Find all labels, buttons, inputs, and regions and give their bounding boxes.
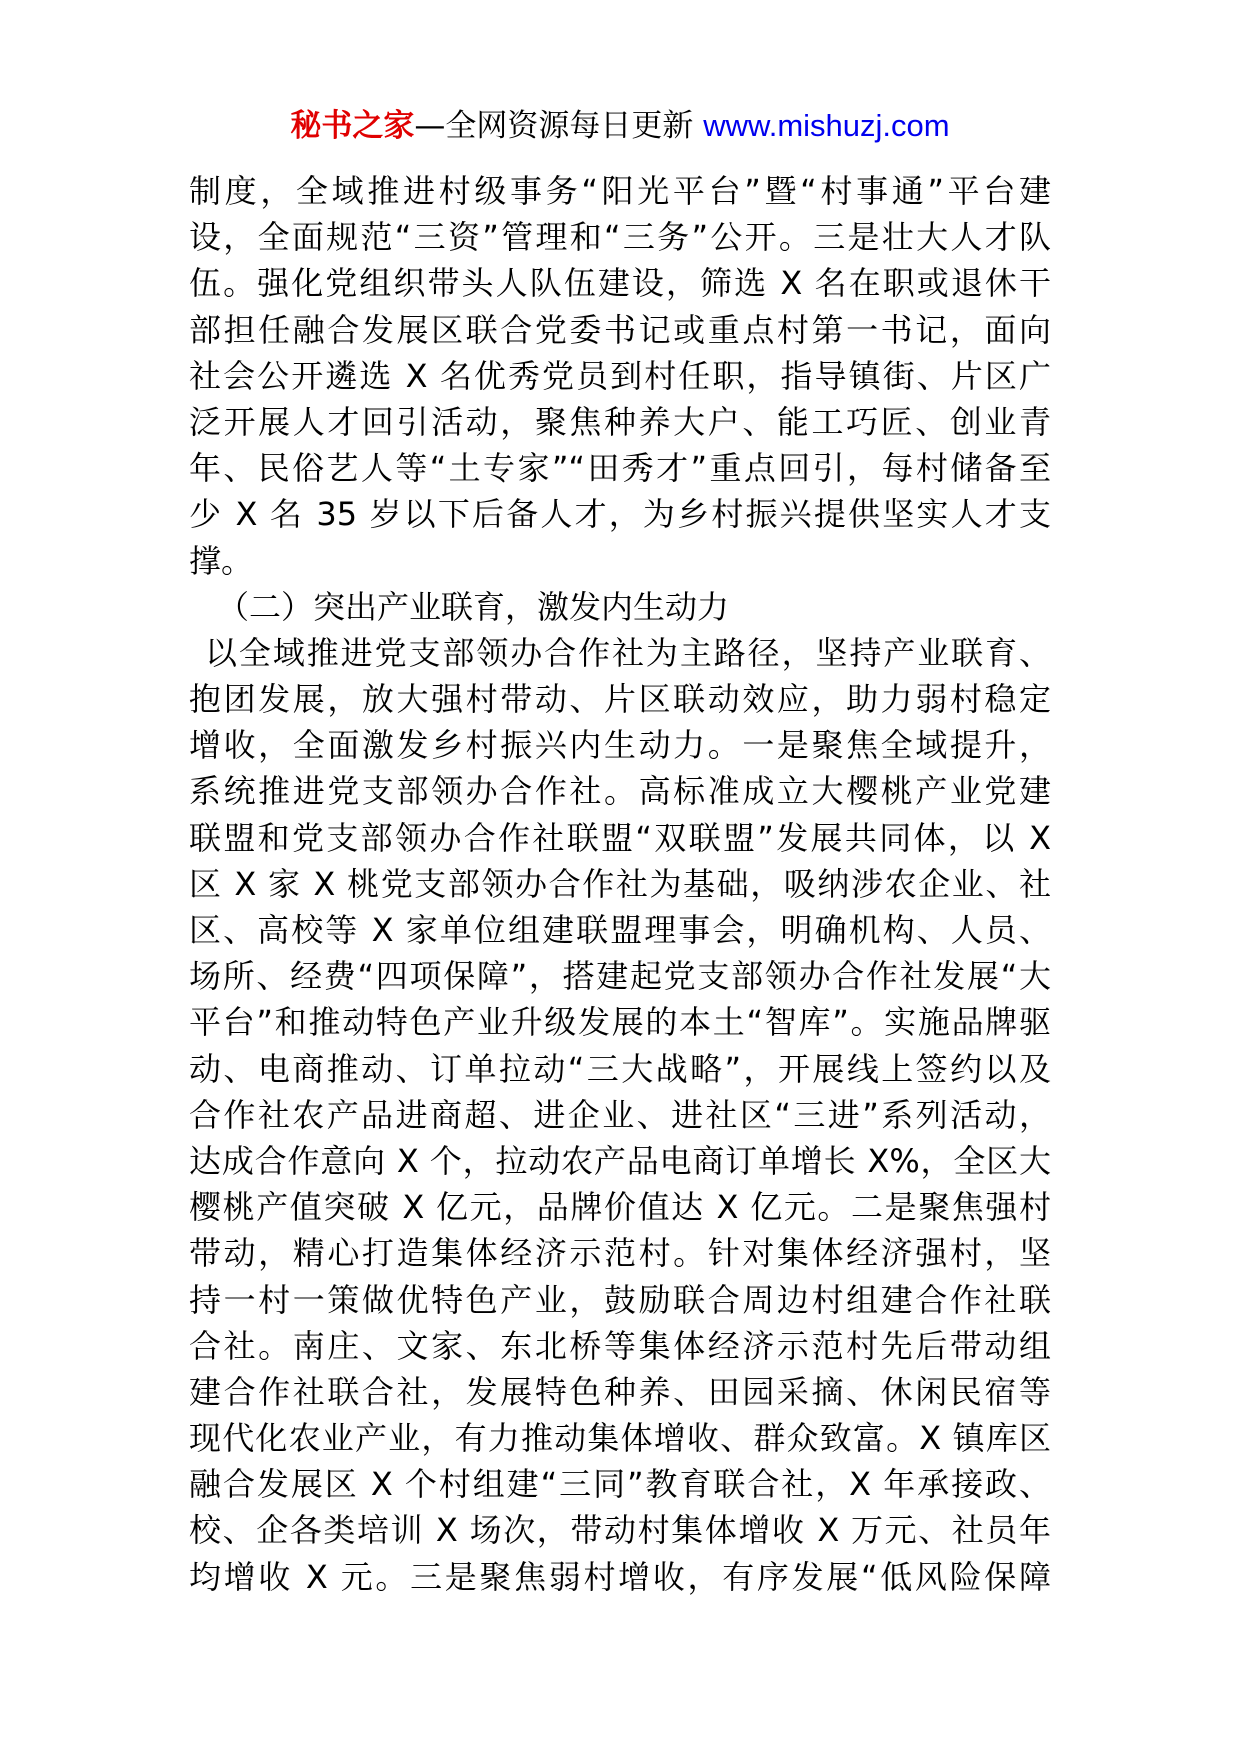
site-tagline: —全网资源每日更新 (414, 108, 694, 144)
body-line: 建合作社联合社，发展特色种养、田园采摘、休闲民宿等 (189, 1372, 1051, 1411)
body-line: 以全域推进党支部领办合作社为主路径，坚持产业联育、 (205, 633, 1051, 672)
body-line: 少 X 名 35 岁以下后备人才，为乡村振兴提供坚实人才支 (189, 495, 1051, 534)
body-line: 联盟和党支部领办合作社联盟“双联盟”发展共同体，以 X (189, 818, 1051, 857)
body-line: 合作社农产品进商超、进企业、进社区“三进”系列活动， (189, 1095, 1051, 1134)
document-body (189, 168, 1051, 1600)
body-line: 平台”和推动特色产业升级发展的本土“智库”。实施品牌驱 (189, 1003, 1051, 1042)
body-line: 社会公开遴选 X 名优秀党员到村任职，指导镇街、片区广 (189, 356, 1051, 395)
body-line: 樱桃产值突破 X 亿元，品牌价值达 X 亿元。二是聚焦强村 (189, 1188, 1051, 1227)
page-header (0, 104, 1240, 148)
body-line: 泛开展人才回引活动，聚焦种养大户、能工巧匠、创业青 (189, 402, 1051, 441)
body-line: 均增收 X 元。三是聚焦弱村增收，有序发展“低风险保障 (189, 1557, 1051, 1596)
body-line: 伍。强化党组织带头人队伍建设，筛选 X 名在职或退休干 (189, 264, 1051, 303)
body-line: 设，全面规范“三资”管理和“三务”公开。三是壮大人才队 (189, 218, 1051, 257)
body-line: 现代化农业产业，有力推动集体增收、群众致富。X 镇库区 (189, 1419, 1051, 1458)
body-line: 制度，全域推进村级事务“阳光平台”暨“村事通”平台建 (189, 172, 1051, 210)
body-line: 抱团发展，放大强村带动、片区联动效应，助力弱村稳定 (189, 680, 1051, 719)
site-url-link[interactable]: www.mishuzj.com (703, 108, 950, 143)
body-line: 融合发展区 X 个村组建“三同”教育联合社，X 年承接政、 (189, 1465, 1051, 1504)
body-line: 带动，精心打造集体经济示范村。针对集体经济强村，坚 (189, 1234, 1051, 1273)
body-line: 校、企各类培训 X 场次，带动村集体增收 X 万元、社员年 (189, 1511, 1051, 1550)
body-line: 年、民俗艺人等“土专家”“田秀才”重点回引，每村储备至 (189, 449, 1051, 488)
body-line: 部担任融合发展区联合党委书记或重点村第一书记，面向 (189, 310, 1051, 349)
body-line: 撑。 (189, 541, 254, 580)
body-line: 场所、经费“四项保障”，搭建起党支部领办合作社发展“大 (189, 957, 1051, 996)
body-line: 增收，全面激发乡村振兴内生动力。一是聚焦全域提升， (189, 726, 1051, 765)
body-line: 系统推进党支部领办合作社。高标准成立大樱桃产业党建 (189, 772, 1051, 811)
body-line: 达成合作意向 X 个，拉动农产品电商订单增长 X%，全区大 (189, 1141, 1051, 1180)
body-line: 区 X 家 X 桃党支部领办合作社为基础，吸纳涉农企业、社 (189, 864, 1051, 903)
body-line: 动、电商推动、订单拉动“三大战略”，开展线上签约以及 (189, 1049, 1051, 1088)
body-line: 区、高校等 X 家单位组建联盟理事会，明确机构、人员、 (189, 911, 1051, 949)
site-brand: 秘书之家 (290, 108, 415, 144)
section-heading: （二）突出产业联育，激发内生动力 (217, 587, 730, 626)
body-line: 合社。南庄、文家、东北桥等集体经济示范村先后带动组 (189, 1326, 1051, 1365)
body-line: 持一村一策做优特色产业，鼓励联合周边村组建合作社联 (189, 1280, 1051, 1319)
